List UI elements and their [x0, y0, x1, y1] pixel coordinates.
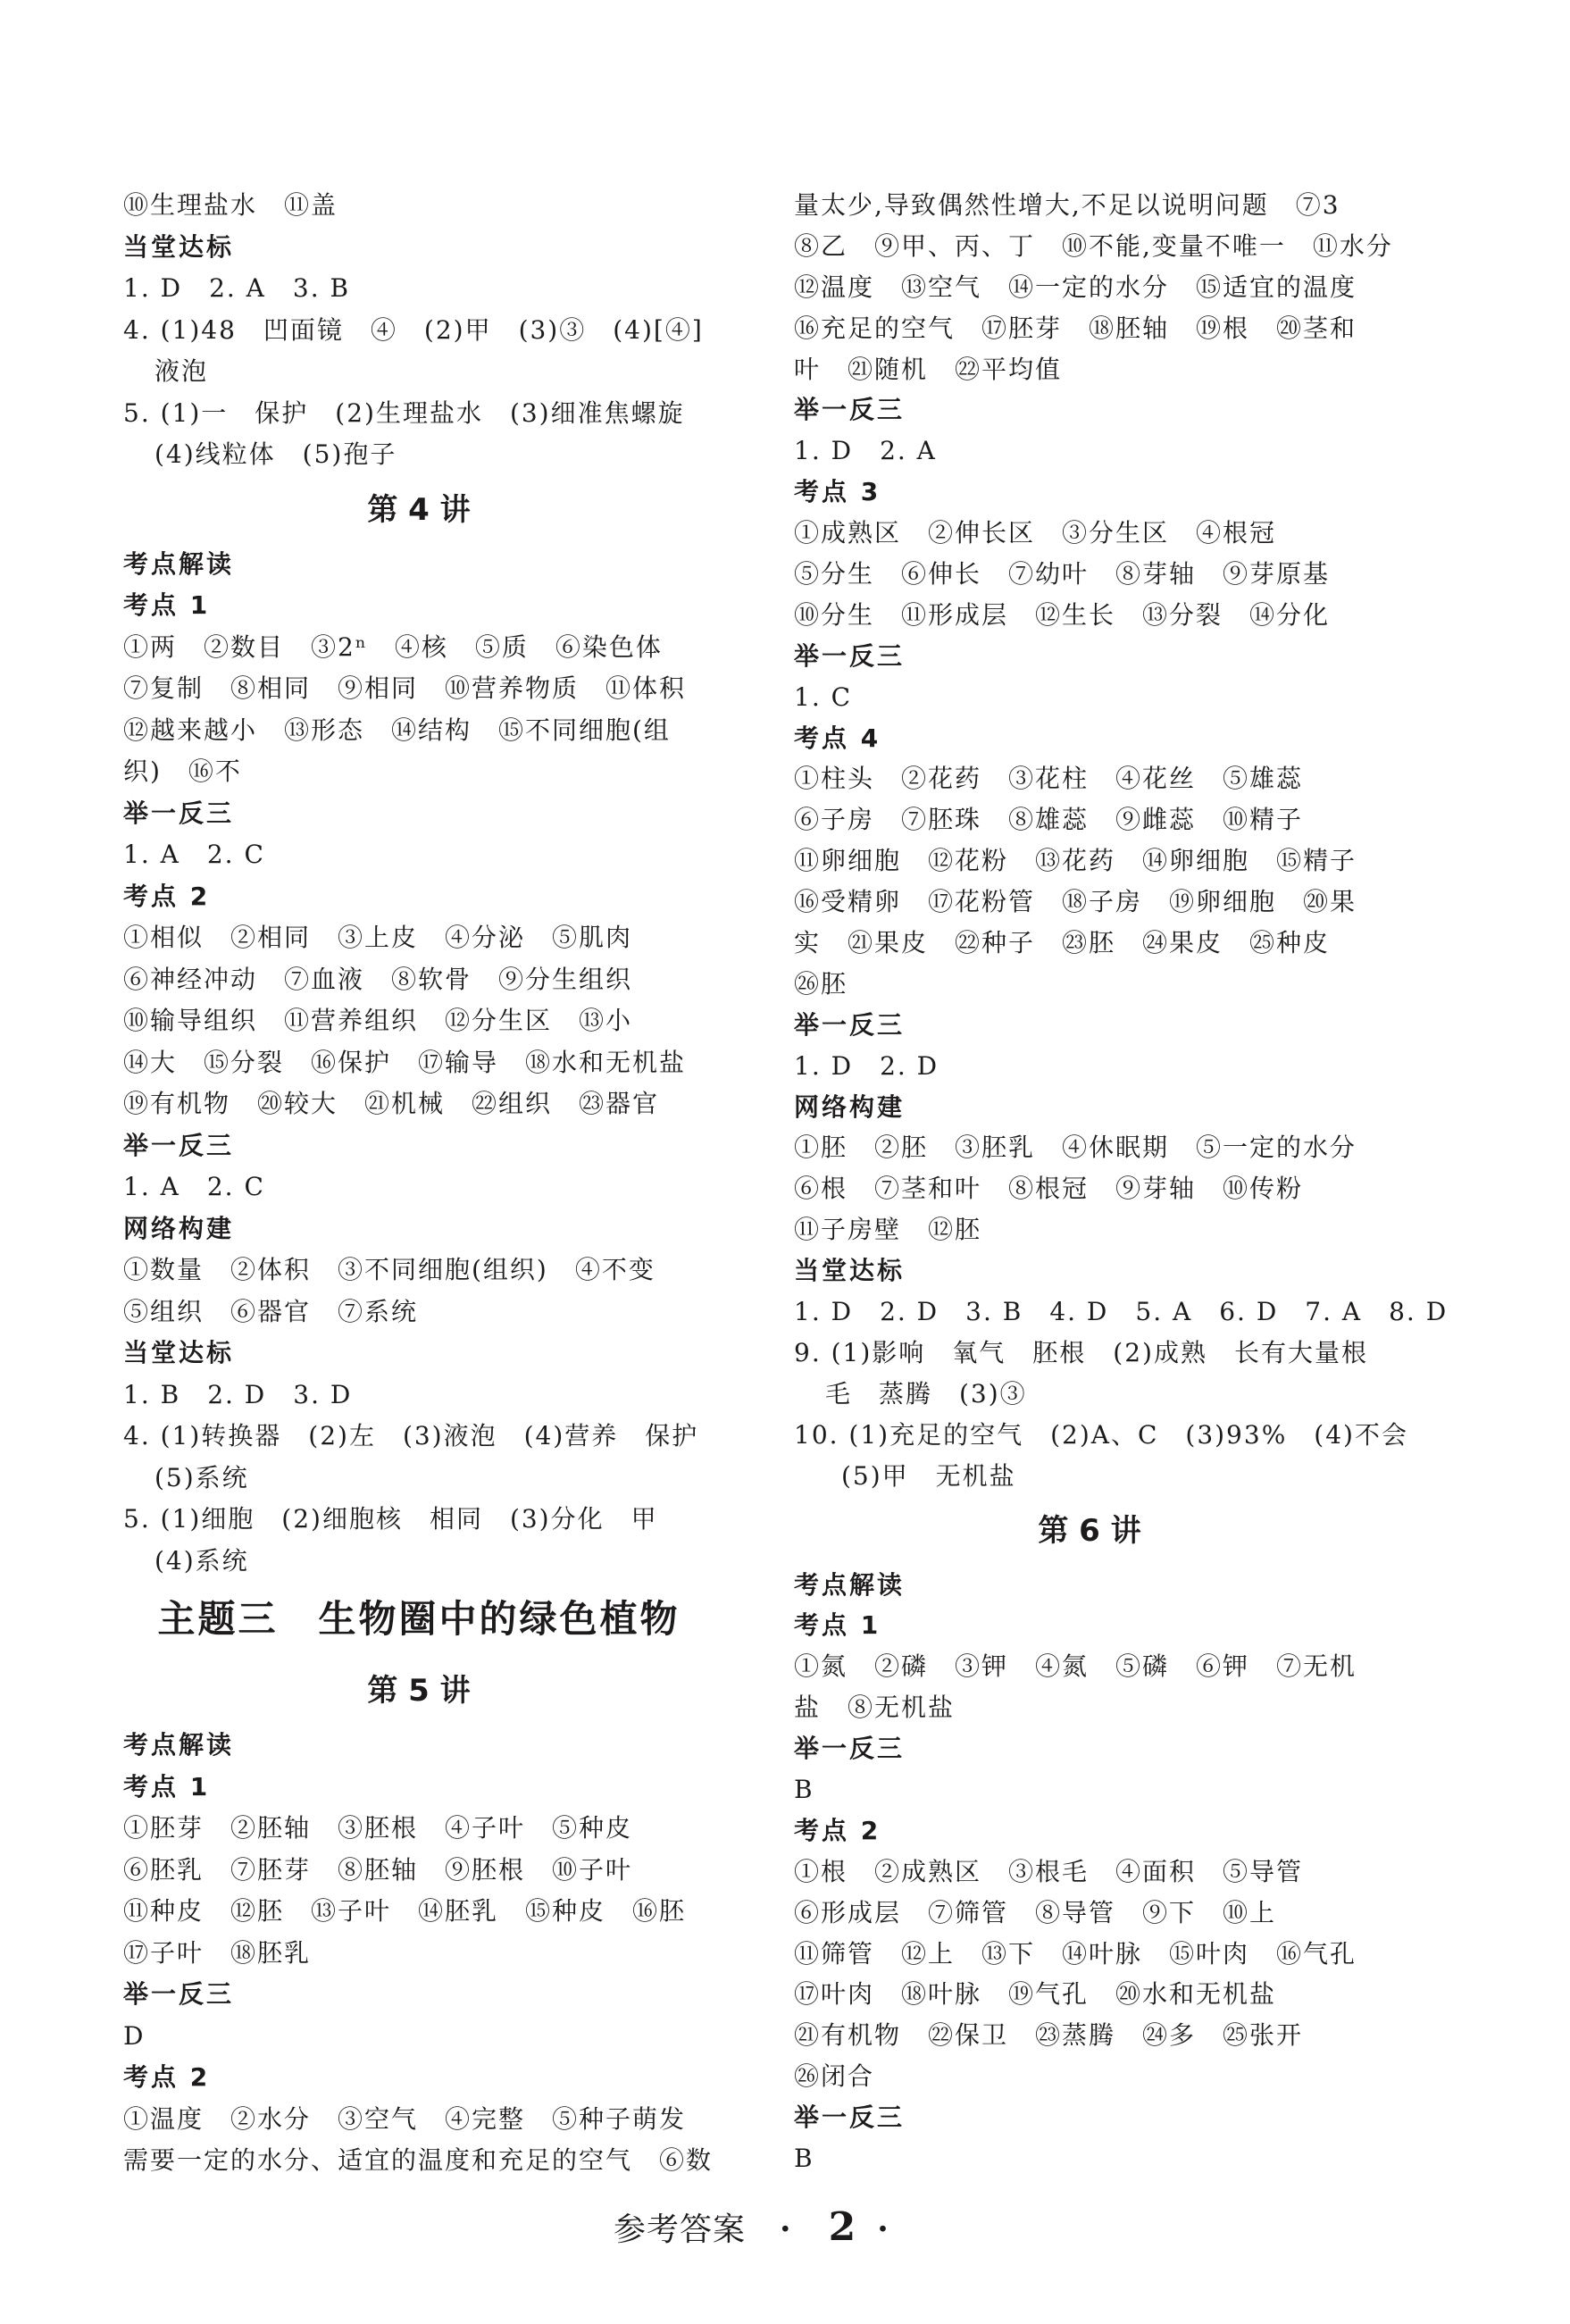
answer-line: ①相似 ②相同 ③上皮 ④分泌 ⑤肌肉	[123, 923, 633, 952]
answer-line: ⑥形成层 ⑦筛管 ⑧导管 ⑨下 ⑩上	[794, 1897, 1277, 1927]
answer-line: ⑰叶肉 ⑱叶脉 ⑲气孔 ⑳水和无机盐	[794, 1979, 1277, 2010]
answer-line: ①胚 ②胚 ③胚乳 ④休眠期 ⑤一定的水分	[794, 1133, 1357, 1163]
answer-line: B	[794, 2143, 814, 2173]
page-footer	[614, 2203, 889, 2253]
topic-heading: 考点 3	[794, 477, 881, 507]
answer-line: B	[794, 1774, 814, 1804]
theme-title: 主题三 生物圈中的绿色植物	[157, 1597, 681, 1641]
answer-line-continued: (5)甲 无机盐	[841, 1460, 1016, 1491]
answer-line: ①柱头 ②花药 ③花柱 ④花丝 ⑤雄蕊	[794, 764, 1304, 794]
answer-line: ⑪子房壁 ⑫胚	[794, 1215, 982, 1245]
answer-line: 1. C	[794, 681, 853, 712]
footer-title: 参考答案	[614, 2211, 747, 2248]
topic-heading: 考点 2	[123, 881, 211, 911]
answer-line: ⑥子房 ⑦胚珠 ⑧雄蕊 ⑨雌蕊 ⑩精子	[794, 805, 1304, 835]
topic-heading: 考点 1	[794, 1610, 881, 1641]
answer-line: ⑩分生 ⑪形成层 ⑫生长 ⑬分裂 ⑭分化	[794, 599, 1331, 630]
topic-heading: 考点 2	[794, 1815, 881, 1845]
answer-line: 5. (1)一 保护 (2)生理盐水 (3)细准焦螺旋	[123, 397, 685, 428]
answer-line: 1. D 2. A 3. B	[123, 273, 351, 303]
answer-line: 4. (1)48 凹面镜 ④ (2)甲 (3)③ (4)[④]	[123, 314, 704, 345]
answer-line: 盐 ⑧无机盐	[794, 1693, 956, 1723]
answer-line: ⑯充足的空气 ⑰胚芽 ⑱胚轴 ⑲根 ⑳茎和	[794, 313, 1357, 343]
answer-line: ⑩生理盐水 ⑪盖	[123, 190, 338, 220]
section-heading: 举一反三	[794, 640, 906, 671]
answer-line: ⑩输导组织 ⑪营养组织 ⑫分生区 ⑬小	[123, 1006, 633, 1035]
section-heading: 举一反三	[794, 2102, 906, 2133]
section-heading: 当堂达标	[123, 1338, 235, 1367]
answer-line: ①胚芽 ②胚轴 ③胚根 ④子叶 ⑤种皮	[123, 1813, 633, 1843]
answer-line: ㉖胚	[794, 968, 848, 999]
answer-line: 叶 ㉑随机 ㉒平均值	[794, 354, 1063, 384]
answer-line: ⑪筛管 ⑫上 ⑬下 ⑭叶脉 ⑮叶肉 ⑯气孔	[794, 1938, 1357, 1969]
answer-line-continued: (4)线粒体 (5)孢子	[154, 439, 397, 469]
answer-line: 实 ㉑果皮 ㉒种子 ㉓胚 ㉔果皮 ㉕种皮	[794, 928, 1331, 958]
lecture-title: 第 4 讲	[367, 491, 471, 528]
answer-line: ①两 ②数目 ③2ⁿ ④核 ⑤质 ⑥染色体	[123, 631, 663, 662]
answer-line: ⑪种皮 ⑫胚 ⑬子叶 ⑭胚乳 ⑮种皮 ⑯胚	[123, 1896, 687, 1926]
answer-line: ⑧乙 ⑨甲、丙、丁 ⑩不能,变量不唯一 ⑪水分	[794, 230, 1393, 261]
topic-heading: 考点 2	[123, 2062, 211, 2092]
answer-line: ⑥根 ⑦茎和叶 ⑧根冠 ⑨芽轴 ⑩传粉	[794, 1174, 1304, 1204]
answer-line: ⑭大 ⑮分裂 ⑯保护 ⑰输导 ⑱水和无机盐	[123, 1047, 687, 1077]
answer-line: ⑤组织 ⑥器官 ⑦系统	[123, 1296, 419, 1326]
answer-line: 1. D 2. A	[794, 436, 937, 466]
section-heading: 举一反三	[123, 1130, 235, 1160]
answer-line: ㉑有机物 ㉒保卫 ㉓蒸腾 ㉔多 ㉕张开	[794, 2020, 1304, 2051]
section-heading: 网络构建	[794, 1091, 906, 1122]
section-heading: 网络构建	[123, 1213, 235, 1243]
answer-line: ⑥胚乳 ⑦胚芽 ⑧胚轴 ⑨胚根 ⑩子叶	[123, 1854, 633, 1885]
answer-line-continued: 液泡	[154, 356, 209, 386]
footer-separator: ·	[780, 2211, 791, 2248]
answer-line: 1. D 2. D	[794, 1050, 939, 1081]
answer-line: ⑥神经冲动 ⑦血液 ⑧软骨 ⑨分生组织	[123, 964, 633, 994]
topic-heading: 考点 4	[794, 723, 881, 753]
answer-line: ①根 ②成熟区 ③根毛 ④面积 ⑤导管	[794, 1856, 1304, 1886]
answer-line: ⑲有机物 ⑳较大 ㉑机械 ㉒组织 ㉓器官	[123, 1089, 660, 1118]
section-heading: 举一反三	[794, 395, 906, 425]
answer-line: ①氮 ②磷 ③钾 ④氮 ⑤磷 ⑥钾 ⑦无机	[794, 1651, 1357, 1682]
answer-line: 5. (1)细胞 (2)细胞核 相同 (3)分化 甲	[123, 1504, 658, 1534]
answer-line: 织) ⑯不	[123, 757, 242, 786]
answer-line: ⑰子叶 ⑱胚乳	[123, 1937, 312, 1968]
answer-line-continued: (5)系统	[154, 1462, 249, 1492]
section-heading: 举一反三	[123, 1979, 235, 2009]
answer-line: ⑤分生 ⑥伸长 ⑦幼叶 ⑧芽轴 ⑨芽原基	[794, 559, 1331, 589]
answer-line: ⑦复制 ⑧相同 ⑨相同 ⑩营养物质 ⑪体积	[123, 673, 687, 703]
answer-line: ①数量 ②体积 ③不同细胞(组织) ④不变	[123, 1255, 656, 1284]
answer-line: 量太少,导致偶然性增大,不足以说明问题 ⑦3	[794, 190, 1340, 220]
page-number: 2	[828, 2204, 856, 2250]
section-heading: 举一反三	[794, 1734, 906, 1764]
answer-line: 9. (1)影响 氧气 胚根 (2)成熟 长有大量根	[794, 1337, 1368, 1367]
answer-line: ①温度 ②水分 ③空气 ④完整 ⑤种子萌发	[123, 2103, 687, 2134]
answer-line: 4. (1)转换器 (2)左 (3)液泡 (4)营养 保护	[123, 1421, 699, 1450]
topic-heading: 考点 1	[123, 590, 211, 620]
section-heading: 考点解读	[123, 548, 235, 579]
left-column	[123, 185, 714, 2182]
answer-line: ⑯受精卵 ⑰花粉管 ⑱子房 ⑲卵细胞 ⑳果	[794, 887, 1357, 917]
section-heading: 考点解读	[794, 1569, 906, 1600]
lecture-title: 第 6 讲	[1038, 1512, 1141, 1549]
lecture-title: 第 5 讲	[367, 1673, 471, 1709]
answer-line: 1. B 2. D 3. D	[123, 1379, 353, 1409]
answer-line: ⑫越来越小 ⑬形态 ⑭结构 ⑮不同细胞(组	[123, 715, 671, 745]
section-heading: 当堂达标	[794, 1256, 906, 1286]
section-heading: 当堂达标	[123, 231, 235, 262]
answer-line: ①成熟区 ②伸长区 ③分生区 ④根冠	[794, 518, 1277, 548]
section-heading: 考点解读	[123, 1730, 235, 1760]
answer-line: ㉖闭合	[794, 2061, 875, 2092]
answer-line: D	[123, 2020, 146, 2051]
footer-separator: ·	[877, 2211, 889, 2248]
section-heading: 举一反三	[123, 798, 235, 828]
answer-line: 1. A 2. C	[123, 840, 265, 869]
answer-line-continued: 毛 蒸腾 (3)③	[825, 1378, 1027, 1409]
answer-line: 需要一定的水分、适宜的温度和充足的空气 ⑥数	[123, 2145, 714, 2175]
answer-line: ⑫温度 ⑬空气 ⑭一定的水分 ⑮适宜的温度	[794, 272, 1357, 302]
answer-line: 1. D 2. D 3. B 4. D 5. A 6. D 7. A 8. D	[794, 1297, 1449, 1327]
answer-line: 1. A 2. C	[123, 1172, 265, 1201]
section-heading: 举一反三	[794, 1009, 906, 1040]
answer-line-continued: (4)系统	[154, 1545, 249, 1576]
topic-heading: 考点 1	[123, 1771, 211, 1802]
right-column	[794, 185, 1449, 2179]
answer-line: ⑪卵细胞 ⑫花粉 ⑬花药 ⑭卵细胞 ⑮精子	[794, 846, 1357, 876]
answer-line: 10. (1)充足的空气 (2)A、C (3)93% (4)不会	[794, 1419, 1408, 1450]
